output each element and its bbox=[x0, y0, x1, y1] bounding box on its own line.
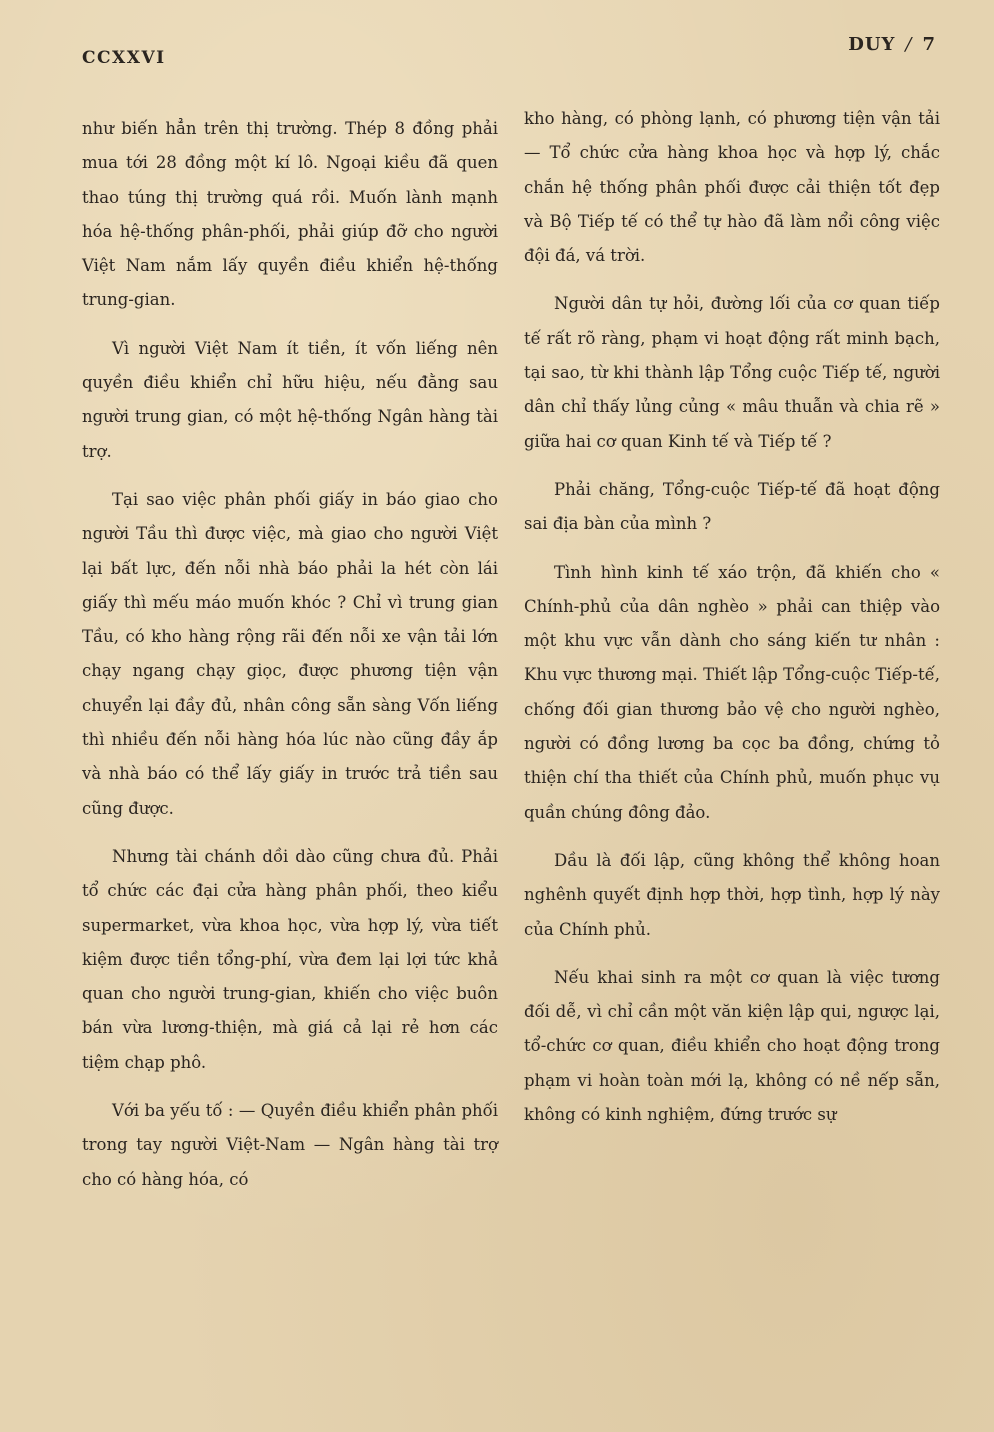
left-text-column bbox=[82, 112, 498, 1211]
paragraph: Vì người Việt Nam ít tiền, ít vốn liếng nên quyền điều khiển chỉ hữu hiệu, nếu đằng sau người trung gian, có một hệ-thống Ngân hàng tài trợ. bbox=[82, 338, 498, 461]
paragraph: kho hàng, có phòng lạnh, có phương tiện vận tải — Tổ chức cửa hàng khoa học và hợp lý, chắc chắn hệ thống phân phối được cải thiện tốt đẹp và Bộ Tiếp tế có thể tự hào đã làm nổi công việc đội đá, vá trời. bbox=[524, 109, 940, 266]
running-header bbox=[848, 34, 936, 55]
paragraph: Với ba yếu tố : — Quyền điều khiển phân phối trong tay người Việt-Nam — Ngân hàng tài trợ cho có hàng hóa, có bbox=[82, 1101, 498, 1189]
paragraph: Dầu là đối lập, cũng không thể không hoan nghênh quyết định hợp thời, hợp tình, hợp lý này của Chính phủ. bbox=[524, 850, 940, 939]
paragraph: Nhưng tài chánh dồi dào cũng chưa đủ. Phải tổ chức các đại cửa hàng phân phối, theo kiểu supermarket, vừa khoa học, vừa hợp lý, vừa tiết kiệm được tiền tổng-phí, vừa đem lại lợi tức khả quan cho người trung-gian, khiến cho việc buôn bán vừa lương-thiện, mà giá cả lại rẻ hơn các tiệm chạp phô. bbox=[82, 846, 498, 1072]
header-separator: / bbox=[905, 34, 913, 55]
paragraph: Tại sao việc phân phối giấy in báo giao cho người Tầu thì được việc, mà giao cho người Việt lại bất lực, đến nỗi nhà báo phải la hét còn lái giấy thì mếu máo muốn khóc ? Chỉ vì trung gian Tầu, có kho hàng rộng rãi đến nỗi xe vận tải lớn chạy ngang chạy giọc, được phương tiện vận chuyển lại đầy đủ, nhân công sẵn sàng Vốn liếng thì nhiều đến nỗi hàng hóa lúc nào cũng đầy ắp và nhà báo có thể lấy giấy in trước trả tiền sau cũng được. bbox=[82, 489, 498, 818]
right-text-column bbox=[524, 102, 940, 1146]
paragraph: Phải chăng, Tổng-cuộc Tiếp-tế đã hoạt động sai địa bàn của mình ? bbox=[524, 479, 940, 534]
issue-number: CCXXVI bbox=[82, 48, 166, 68]
magazine-title: DUY bbox=[848, 34, 896, 55]
paragraph: Người dân tự hỏi, đường lối của cơ quan tiếp tế rất rõ ràng, phạm vi hoạt động rất minh bạch, tại sao, từ khi thành lập Tổng cuộc Tiếp tế, người dân chỉ thấy lủng củng « mâu thuẫn và chia rẽ » giữa hai cơ quan Kinh tế và Tiếp tế ? bbox=[524, 294, 940, 451]
paragraph: như biến hẳn trên thị trường. Thép 8 đồng phải mua tới 28 đồng một kí lô. Ngoại kiều đã quen thao túng thị trường quá rồi. Muốn lành mạnh hóa hệ-thống phân-phối, phải giúp đỡ cho người Việt Nam nắm lấy quyền điều khiển hệ-thống trung-gian. bbox=[82, 119, 498, 310]
paragraph: Nếu khai sinh ra một cơ quan là việc tương đối dễ, vì chỉ cần một văn kiện lập qui, ngược lại, tổ-chức cơ quan, điều khiển cho hoạt động trong phạm vi hoàn toàn mới lạ, không có nề nếp sẵn, không có kinh nghiệm, đứng trước sự bbox=[524, 967, 940, 1125]
page-number: 7 bbox=[922, 34, 936, 55]
paragraph: Tình hình kinh tế xáo trộn, đã khiến cho « Chính-phủ của dân nghèo » phải can thiệp vào một khu vực vẫn dành cho sáng kiến tư nhân : Khu vực thương mại. Thiết lập Tổng-cuộc Tiếp-tế, chống đối gian thương bảo vệ cho người nghèo, người có đồng lương ba cọc ba đồng, chứng tỏ thiện chí tha thiết của Chính phủ, muốn phục vụ quần chúng đông đảo. bbox=[524, 562, 940, 822]
